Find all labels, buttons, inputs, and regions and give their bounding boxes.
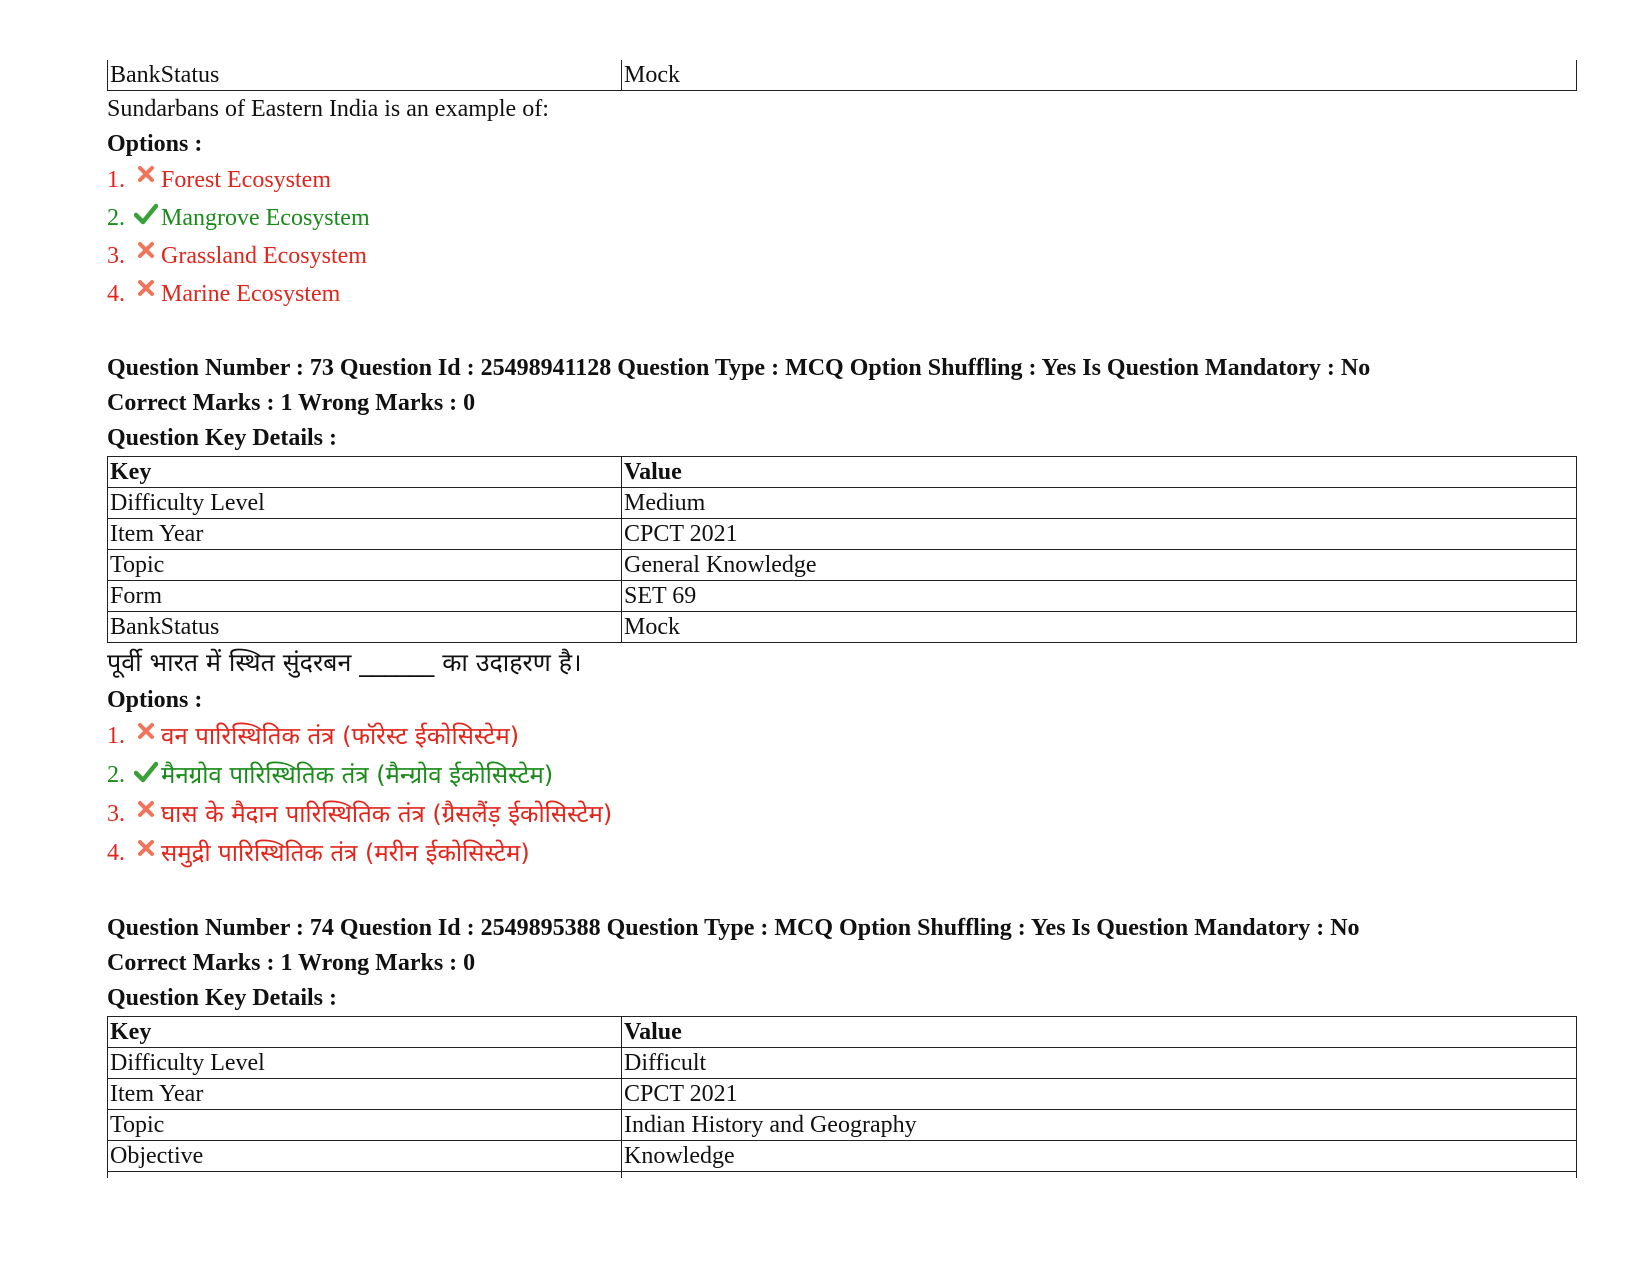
table-row-cut: [108, 1172, 1577, 1179]
table-key-cell: [108, 1172, 622, 1179]
table-header-key: Key: [108, 457, 622, 488]
option-text: Marine Ecosystem: [161, 281, 341, 307]
table-value-cell: Medium: [622, 488, 1577, 519]
q72-key-details-table: [107, 60, 1577, 91]
table-value-cell: Indian History and Geography: [622, 1110, 1577, 1141]
option-text: Mangrove Ecosystem: [161, 205, 370, 231]
option-item: [107, 161, 1577, 199]
table-row: [108, 1048, 1577, 1079]
q73-options-label: Options :: [107, 687, 203, 713]
table-value-cell: Difficult: [622, 1048, 1577, 1079]
table-value-cell: CPCT 2021: [622, 1079, 1577, 1110]
table-key-cell: Topic: [108, 1110, 622, 1141]
option-item: [107, 756, 1577, 795]
q74-marks: Correct Marks : 1 Wrong Marks : 0: [107, 950, 476, 976]
option-number: 4.: [107, 840, 125, 866]
table-value-cell: Mock: [622, 60, 1577, 91]
q74-key-details-label: Question Key Details :: [107, 985, 337, 1011]
option-number: 1.: [107, 723, 125, 749]
q72-options-label: Options :: [107, 131, 203, 157]
table-header-value: Value: [622, 457, 1577, 488]
option-number: 2.: [107, 205, 125, 231]
table-key-cell: Objective: [108, 1141, 622, 1172]
table-row: [108, 612, 1577, 643]
q74-key-details-table: [107, 1016, 1577, 1178]
option-text: समुद्री पारिस्थितिक तंत्र (मरीन ईकोसिस्टेम): [161, 839, 530, 867]
table-value-cell: Mock: [622, 612, 1577, 643]
table-row: [108, 519, 1577, 550]
cross-icon: [131, 839, 161, 869]
table-row: [108, 488, 1577, 519]
table-key-cell: BankStatus: [108, 60, 622, 91]
option-text: Grassland Ecosystem: [161, 243, 367, 269]
option-item: [107, 275, 1577, 313]
check-icon: [131, 203, 161, 233]
option-item: [107, 237, 1577, 275]
option-text: वन पारिस्थितिक तंत्र (फॉरेस्ट ईकोसिस्टेम): [161, 722, 520, 750]
option-text: मैनग्रोव पारिस्थितिक तंत्र (मैन्ग्रोव ईकोसिस्टेम): [161, 761, 554, 789]
table-header-row: [108, 457, 1577, 488]
table-header-key: Key: [108, 1017, 622, 1048]
table-value-cell: [622, 1172, 1577, 1179]
option-number: 3.: [107, 243, 125, 269]
table-key-cell: Difficulty Level: [108, 488, 622, 519]
option-number: 4.: [107, 281, 125, 307]
table-key-cell: Form: [108, 581, 622, 612]
table-key-cell: Difficulty Level: [108, 1048, 622, 1079]
cross-icon: [131, 165, 161, 195]
table-key-cell: Item Year: [108, 519, 622, 550]
q73-key-details-table: [107, 456, 1577, 643]
cross-icon: [131, 722, 161, 752]
table-key-cell: BankStatus: [108, 612, 622, 643]
cross-icon: [131, 800, 161, 830]
table-row: [108, 60, 1577, 91]
option-number: 2.: [107, 762, 125, 788]
table-value-cell: SET 69: [622, 581, 1577, 612]
option-item: [107, 834, 1577, 873]
option-item: [107, 199, 1577, 237]
table-row: [108, 1079, 1577, 1110]
cross-icon: [131, 241, 161, 271]
option-item: [107, 795, 1577, 834]
option-text: घास के मैदान पारिस्थितिक तंत्र (ग्रैसलैंड़ ईकोसिस्टेम): [161, 800, 613, 828]
table-header-value: Value: [622, 1017, 1577, 1048]
q73-key-details-label: Question Key Details :: [107, 425, 337, 451]
q72-question-text: Sundarbans of Eastern India is an example of:: [107, 96, 549, 122]
option-number: 3.: [107, 801, 125, 827]
option-item: [107, 717, 1577, 756]
document-page: [107, 60, 1577, 1178]
table-value-cell: Knowledge: [622, 1141, 1577, 1172]
table-row: [108, 550, 1577, 581]
q73-options-list: [107, 717, 1577, 873]
q73-marks: Correct Marks : 1 Wrong Marks : 0: [107, 390, 476, 416]
check-icon: [131, 761, 161, 791]
table-value-cell: General Knowledge: [622, 550, 1577, 581]
q73-question-text: पूर्वी भारत में स्थित सुंदरबन ______ का उदाहरण है।: [107, 648, 582, 677]
q72-options-list: [107, 161, 1577, 313]
table-row: [108, 1141, 1577, 1172]
option-number: 1.: [107, 167, 125, 193]
table-row: [108, 581, 1577, 612]
table-value-cell: CPCT 2021: [622, 519, 1577, 550]
table-key-cell: Topic: [108, 550, 622, 581]
table-row: [108, 1110, 1577, 1141]
table-key-cell: Item Year: [108, 1079, 622, 1110]
cross-icon: [131, 279, 161, 309]
q74-header: Question Number : 74 Question Id : 2549895388 Question Type : MCQ Option Shuffling : Yes Is Question Mandatory : No: [107, 915, 1360, 941]
option-text: Forest Ecosystem: [161, 167, 331, 193]
table-header-row: [108, 1017, 1577, 1048]
q73-header: Question Number : 73 Question Id : 25498941128 Question Type : MCQ Option Shuffling : Yes Is Question Mandatory : No: [107, 355, 1371, 381]
